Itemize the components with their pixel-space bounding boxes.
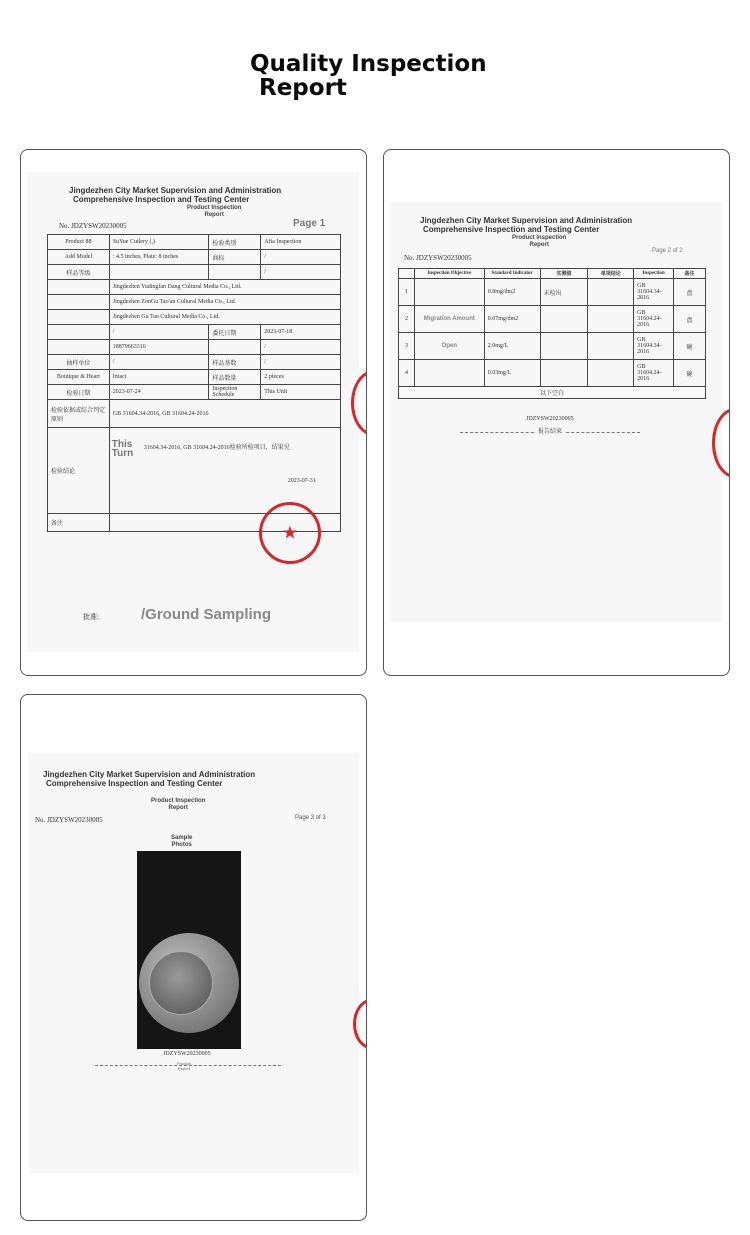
p1-info-row — [48, 250, 341, 265]
p1-info-cell: This Unit — [261, 385, 341, 400]
p1-info-row — [48, 355, 341, 370]
p1-report-number: No. JDZYSW20230005 — [59, 222, 127, 230]
p3-bottom-note: Product Report — [177, 1061, 191, 1071]
p1-info-cell — [109, 265, 209, 280]
p2-result-cell: 4 — [399, 360, 415, 387]
p1-info-cell: / — [261, 265, 341, 280]
p1-info-cell — [48, 310, 110, 325]
p1-conclusion-label: 检验结论 — [48, 428, 110, 514]
report-page-2-sheet — [390, 202, 722, 622]
p1-info-cell: Jingdezhen ZonGu Tao'an Cultural Media Co., Ltd. — [109, 295, 340, 310]
p2-result-cell: 盘 — [674, 306, 706, 333]
p1-info-cell: / — [261, 355, 341, 370]
p1-info-cell: / — [261, 340, 341, 355]
p2-result-cell: GB 31604.34-2016 — [634, 333, 674, 360]
p2-header-row — [399, 269, 706, 279]
p1-info-cell: Boutique & Heart — [48, 370, 110, 385]
plate-small — [149, 951, 213, 1015]
p2-result-cell: Migration Amount — [414, 306, 484, 333]
p2-result-cell — [540, 306, 588, 333]
p1-info-table — [47, 234, 341, 532]
p1-info-row — [48, 310, 341, 325]
p2-result-cell — [588, 306, 634, 333]
p1-footer-text: /Ground Sampling — [141, 606, 271, 623]
p1-info-cell: Intact — [109, 370, 209, 385]
p1-info-cell: / — [261, 250, 341, 265]
p2-result-cell: 碗 — [674, 333, 706, 360]
p1-info-cell: 2023-07-18 — [261, 325, 341, 340]
report-page-3-card[interactable] — [20, 694, 367, 1221]
p2-result-cell: GB 31604.24-2016 — [634, 306, 674, 333]
p2-header-cell: 实测值 — [540, 269, 588, 279]
p1-conclusion-cell — [109, 428, 340, 514]
report-page-1-sheet — [27, 172, 359, 652]
p1-info-cell: 2 pieces — [261, 370, 341, 385]
p1-info-cell — [48, 340, 110, 355]
p2-result-row — [399, 306, 706, 333]
p2-result-cell — [588, 360, 634, 387]
p1-info-cell: 检验类别 — [209, 235, 261, 250]
p1-conclusion-date: 2023-07-31 — [287, 478, 316, 484]
p1-page-label: Page 1 — [293, 218, 326, 229]
p3-bottom-number: JDZYSW20230005 — [163, 1051, 211, 1057]
p2-header-cell — [399, 269, 415, 279]
p1-conclusion-text: 31604.34-2016, GB 31604.24-2016检验所检项目，结果见 — [143, 445, 290, 451]
p2-doc-type: Product Inspection Report — [512, 235, 567, 248]
p2-result-cell — [588, 279, 634, 306]
p2-result-row — [399, 279, 706, 306]
p3-report-number: No. JDZYSW20230005 — [35, 816, 103, 824]
p1-info-cell: 抽样单位 — [48, 355, 110, 370]
p1-info-cell: Inspection Schedule — [209, 385, 261, 400]
p1-info-row — [48, 265, 341, 280]
p2-result-cell: 0.03mg/L — [484, 360, 540, 387]
p1-conclusion-turn: This Turn — [111, 439, 134, 459]
p2-result-cell: 碗 — [674, 360, 706, 387]
p1-info-cell — [209, 265, 261, 280]
p2-results-table — [398, 268, 706, 399]
p1-basis-value: GB 31604.34-2016, GB 31604.24-2016 — [109, 400, 340, 428]
p2-blank-note: 以下空白 — [399, 387, 706, 399]
p2-result-row — [399, 333, 706, 360]
p2-result-cell: 2 — [399, 306, 415, 333]
p1-info-cell: / — [109, 355, 209, 370]
p2-result-cell: 未检出 — [540, 279, 588, 306]
p1-info-cell: 商标 — [209, 250, 261, 265]
p1-info-row — [48, 385, 341, 400]
p1-info-cell — [48, 295, 110, 310]
p1-info-cell: 检验日期 — [48, 385, 110, 400]
p1-info-row — [48, 340, 341, 355]
p2-result-cell: GB 31604.34-2016 — [634, 279, 674, 306]
p2-header-cell: 备注 — [674, 269, 706, 279]
title-line-1: Quality Inspection — [250, 51, 487, 77]
p1-info-row — [48, 325, 341, 340]
sample-photo — [137, 851, 241, 1049]
p1-info-cell: Jingdezhen Yudingfan Dang Cultural Media Co., Ltd. — [109, 280, 340, 295]
p1-info-row — [48, 235, 341, 250]
p1-info-cell: Jingdezhen Gu Tao Cultural Media Co., Ltd. — [109, 310, 340, 325]
p2-header-cell: Inspection — [634, 269, 674, 279]
title-line-2: Report — [259, 75, 347, 101]
p2-org-name: Jingdezhen City Market Supervision and Administration Comprehensive Inspection and Testing Center — [420, 216, 633, 234]
p1-info-cell: 18879663316 — [109, 340, 209, 355]
p2-header-cell: Inspection Objective — [414, 269, 484, 279]
p2-header-cell: Standard Indicator — [484, 269, 540, 279]
p1-doc-type: Product Inspection Report — [187, 205, 242, 218]
p2-result-cell — [588, 333, 634, 360]
seal-star-icon: ★ — [281, 522, 299, 543]
p1-info-cell: SuYue Cutlery (,) — [109, 235, 209, 250]
p1-info-cell: / — [109, 325, 209, 340]
p2-result-cell: 3 — [399, 333, 415, 360]
p2-end-note: 报告结束 — [536, 426, 564, 435]
p1-info-row — [48, 295, 341, 310]
p2-result-cell — [540, 333, 588, 360]
report-page-2-card[interactable] — [383, 149, 730, 676]
p1-footer-prefix: 批准: — [83, 613, 99, 621]
p2-result-cell: Open — [414, 333, 484, 360]
p3-org-name: Jingdezhen City Market Supervision and Administration Comprehensive Inspection and Testing Center — [43, 770, 256, 788]
p1-info-row — [48, 280, 341, 295]
p2-result-cell: 盘 — [674, 279, 706, 306]
p1-info-cell — [48, 325, 110, 340]
p2-result-cell: 0.07mg/dm2 — [484, 306, 540, 333]
p2-result-cell: 1 — [399, 279, 415, 306]
p3-page-label: Page 3 of 3 — [295, 815, 326, 821]
p2-result-cell: GB 31604.24-2016 — [634, 360, 674, 387]
p2-page-label: Page 2 of 2 — [652, 248, 683, 254]
p1-info-cell: 2023-07-24 — [109, 385, 209, 400]
p1-info-cell: 样品基数 — [209, 355, 261, 370]
p1-info-cell — [209, 340, 261, 355]
p1-info-cell: 样品数量 — [209, 370, 261, 385]
p2-result-cell — [414, 360, 484, 387]
p1-org-name: Jingdezhen City Market Supervision and Administration Comprehensive Inspection and Testing Center — [69, 186, 282, 204]
p1-info-row — [48, 370, 341, 385]
p1-info-cell: Afia Inspection — [261, 235, 341, 250]
p1-basis-label: 检验依据或综合判定原则 — [48, 400, 110, 428]
p2-result-cell — [540, 360, 588, 387]
page-title — [250, 52, 487, 100]
report-page-3-sheet — [29, 753, 359, 1173]
p1-info-cell: 委托日期 — [209, 325, 261, 340]
p1-info-cell: 样品等级 — [48, 265, 110, 280]
report-page-1-card[interactable] — [20, 149, 367, 676]
p2-result-row — [399, 360, 706, 387]
p2-result-cell — [414, 279, 484, 306]
p2-result-cell: 0.8mg/dm2 — [484, 279, 540, 306]
p3-doc-type: Product Inspection Report — [151, 798, 206, 811]
p2-bottom-number: JDZYSW20230005 — [526, 416, 574, 422]
p2-header-cell: 单项结论 — [588, 269, 634, 279]
p1-info-cell: : 4.5 inches, Plate: 8 inches — [109, 250, 209, 265]
p2-report-number: No. JDZYSW20230005 — [404, 254, 472, 262]
p1-info-cell: Product 88 — [48, 235, 110, 250]
p1-official-seal — [259, 502, 321, 564]
p1-remarks-label: 备注 — [48, 514, 110, 532]
p2-result-cell: 2.0mg/L — [484, 333, 540, 360]
p3-photos-label: Sample Photos — [171, 835, 193, 848]
p1-info-cell: Add Model — [48, 250, 110, 265]
p1-info-cell — [48, 280, 110, 295]
